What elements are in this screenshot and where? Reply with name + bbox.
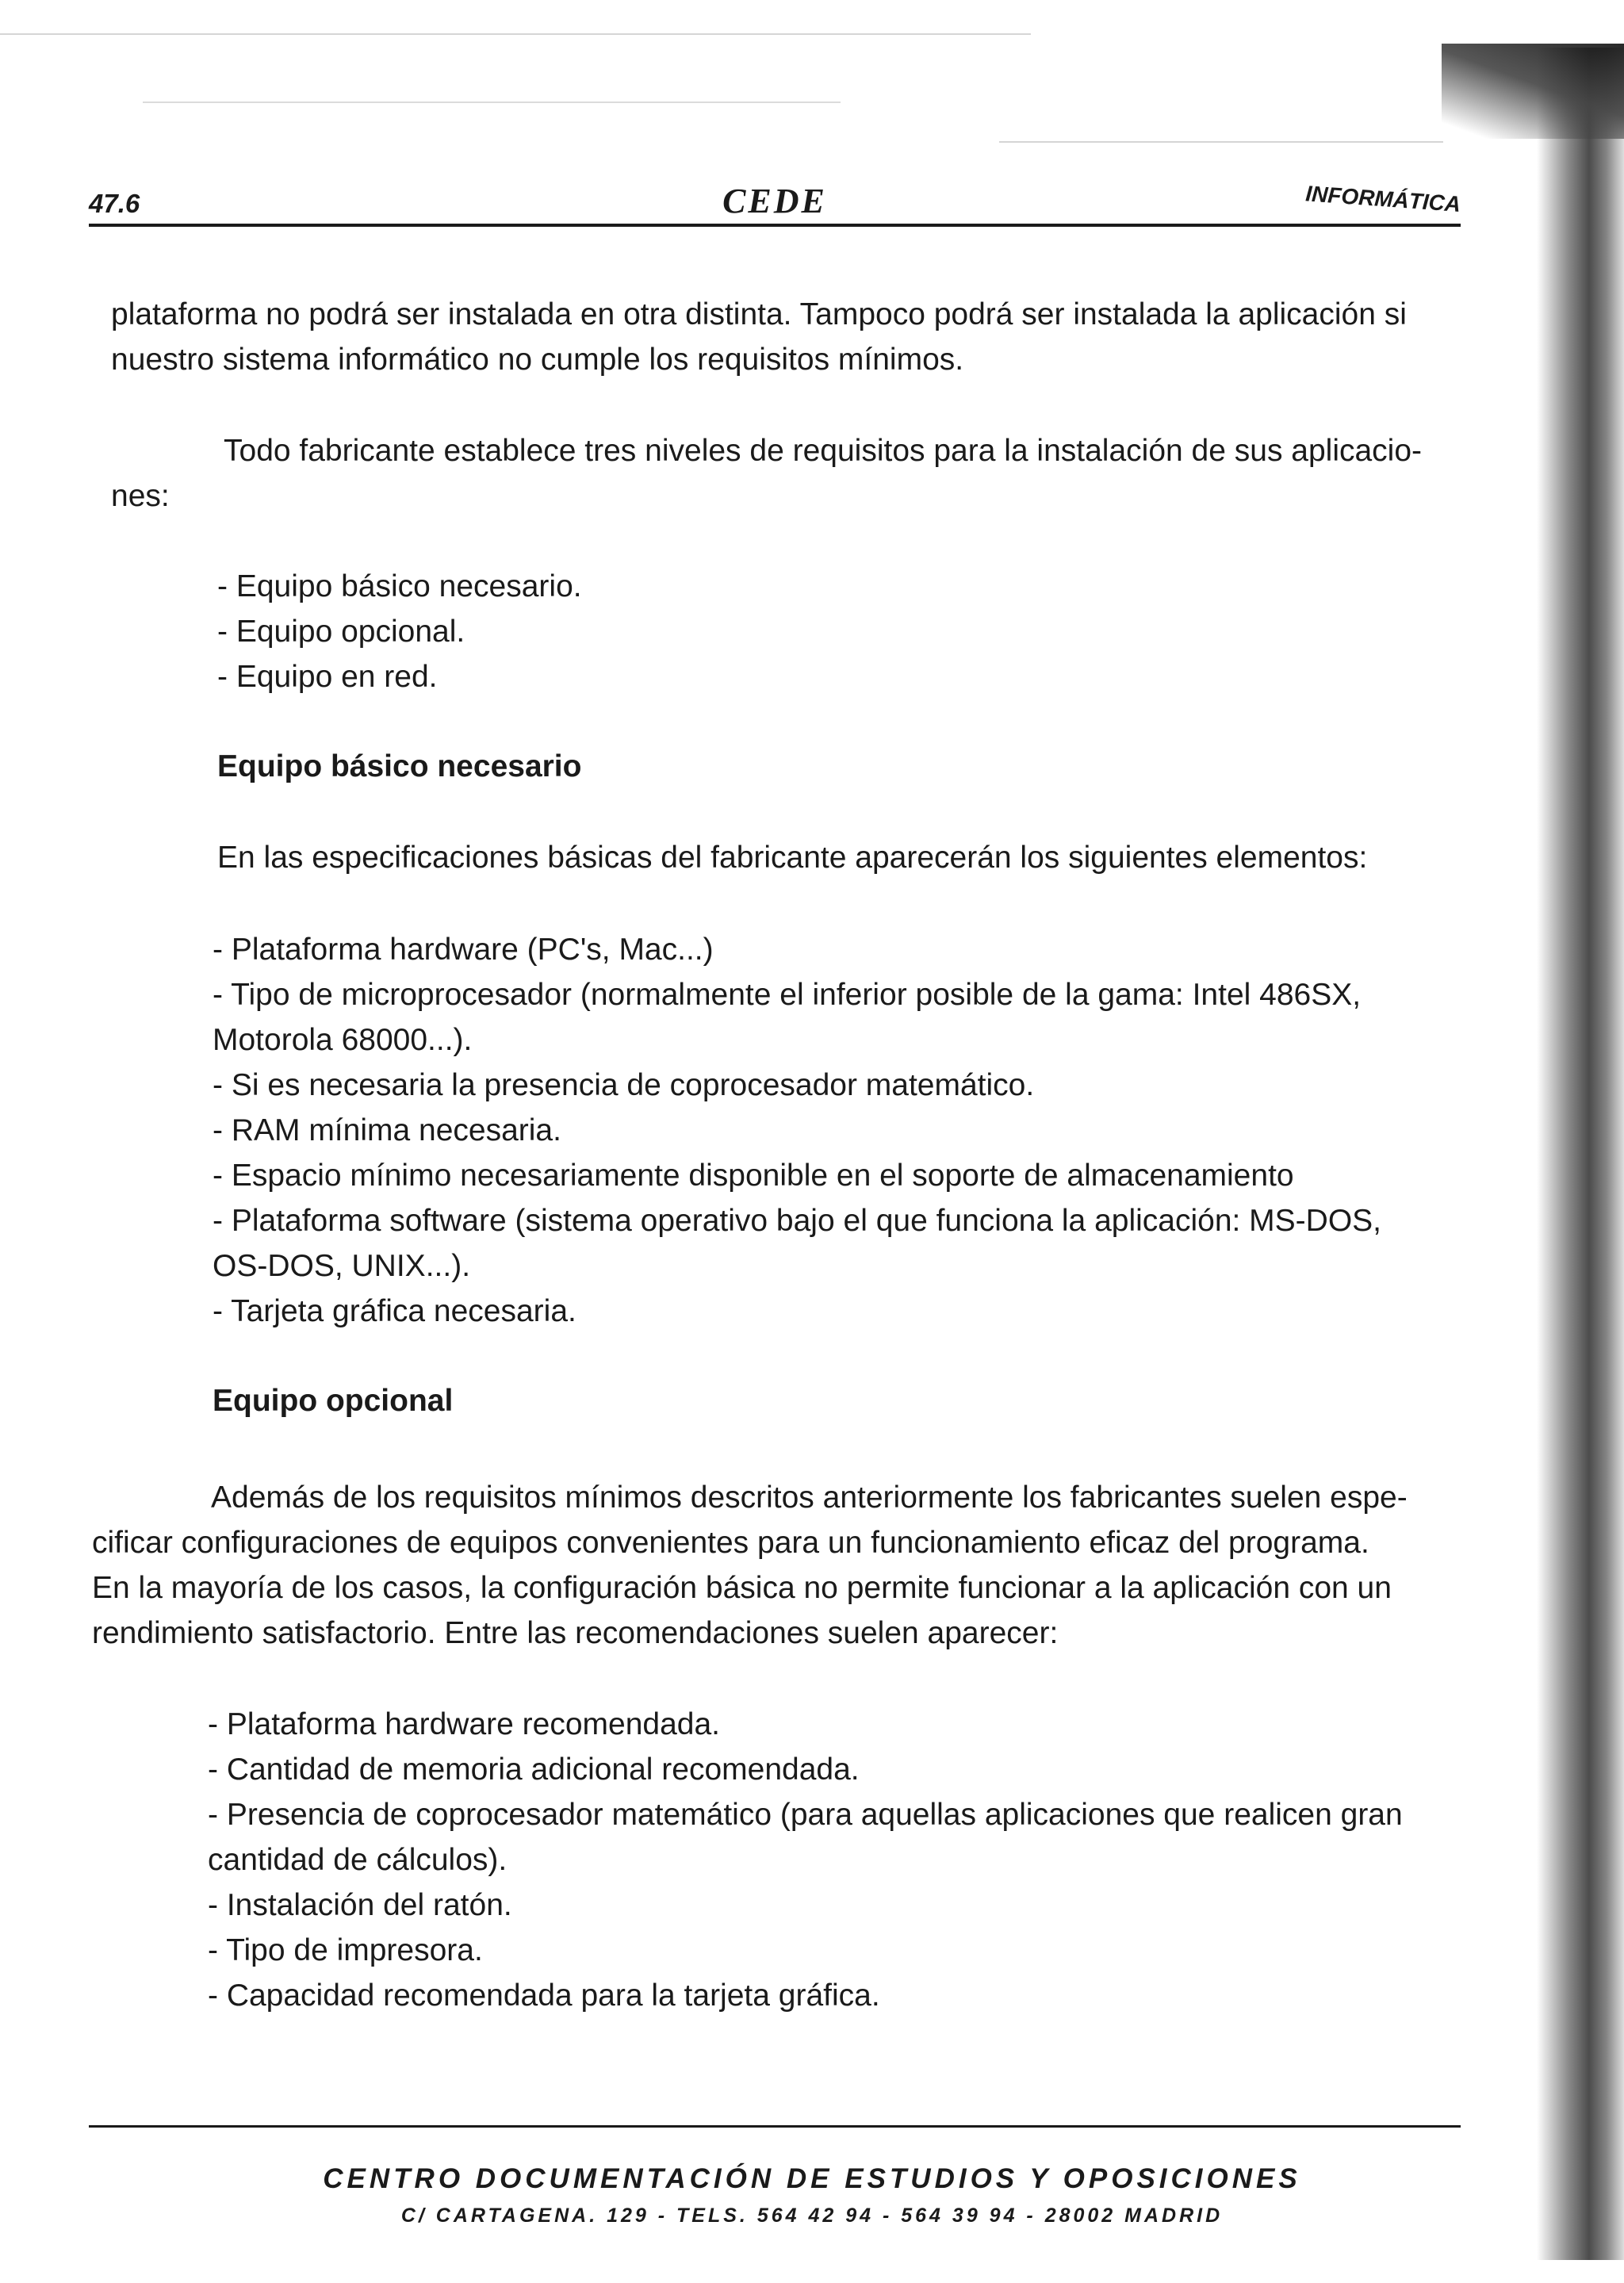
basic-item: - Tipo de microprocesador (normalmente el inferior posible de la gama: Intel 486SX, [213,978,1362,1012]
optional-paragraph-line: Además de los requisitos mínimos descritos anteriormente los fabricantes suelen espe- [211,1481,1408,1515]
footer-address: C/ CARTAGENA. 129 - TELS. 564 42 94 - 564 39 94 - 28002 MADRID [400,2204,1224,2227]
basic-item: - Tarjeta gráfica necesaria. [213,1294,576,1328]
basic-item: - Si es necesaria la presencia de coprocesador matemático. [213,1068,1035,1102]
level-item: - Equipo básico necesario. [217,569,582,603]
optional-item: - Instalación del ratón. [208,1888,512,1922]
level-item: - Equipo en red. [217,660,438,694]
footer-rule [89,2125,1461,2128]
scan-noise-line [143,102,841,103]
paragraph-2-line-1: Todo fabricante establece tres niveles de requisitos para la instalación de sus aplicacio- [224,434,1423,468]
basic-item: - Espacio mínimo necesariamente disponible en el soporte de almacenamiento [213,1159,1294,1193]
scan-shadow-edge [1537,48,1624,2260]
optional-item: - Cantidad de memoria adicional recomendada. [208,1752,860,1787]
basic-item: - Plataforma software (sistema operativo bajo el que funciona la aplicación: MS-DOS, [213,1204,1382,1238]
scan-noise-line [0,33,1031,35]
page-header [89,181,1461,228]
scan-noise-line [999,141,1443,143]
scan-shadow-corner [1442,44,1624,139]
optional-paragraph-line: cificar configuraciones de equipos convenientes para un funcionamiento eficaz del programa. [92,1526,1369,1560]
optional-item: - Plataforma hardware recomendada. [208,1707,720,1741]
paragraph-1-line-2: nuestro sistema informático no cumple los requisitos mínimos. [111,343,964,377]
basic-item: Motorola 68000...). [213,1023,473,1057]
basic-item: - Plataforma hardware (PC's, Mac...) [213,933,714,967]
optional-item: - Presencia de coprocesador matemático (para aquellas aplicaciones que realicen gran [208,1798,1403,1832]
footer-organization: CENTRO DOCUMENTACIÓN DE ESTUDIOS Y OPOSICIONES [323,2163,1301,2194]
level-item: - Equipo opcional. [217,615,465,649]
optional-item: - Capacidad recomendada para la tarjeta gráfica. [208,1978,880,2013]
basic-item: - RAM mínima necesaria. [213,1113,561,1147]
basic-intro: En las especificaciones básicas del fabricante aparecerán los siguientes elementos: [217,841,1368,875]
heading-optional-equipment: Equipo opcional [213,1384,454,1418]
basic-item: OS-DOS, UNIX...). [213,1249,471,1283]
header-rule [89,224,1461,227]
section-title: INFORMÁTICA [1304,181,1462,216]
paragraph-2-line-2: nes: [111,479,170,513]
optional-paragraph-line: En la mayoría de los casos, la configuración básica no permite funcionar a la aplicación con un [92,1571,1392,1605]
optional-paragraph-line: rendimiento satisfactorio. Entre las recomendaciones suelen aparecer: [92,1616,1059,1650]
paragraph-1-line-1: plataforma no podrá ser instalada en otra distinta. Tampoco podrá ser instalada la aplicación si [111,297,1407,331]
heading-basic-equipment: Equipo básico necesario [217,749,582,783]
optional-item: - Tipo de impresora. [208,1933,483,1967]
brand-title: CEDE [722,182,827,220]
optional-item: cantidad de cálculos). [208,1843,508,1877]
page-number: 47.6 [89,189,140,218]
